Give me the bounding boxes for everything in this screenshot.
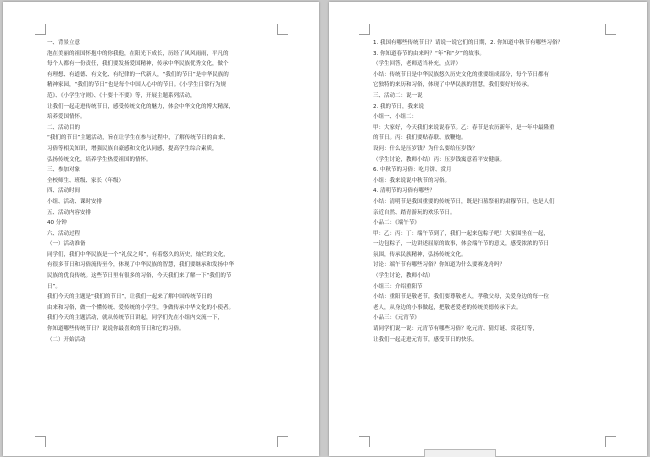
text-line: 小组：我来说说中秋节的习俗。 [373, 177, 451, 184]
text-line: 我们今天的主题是“我们的节日”，让我们一起来了解中国传统节日的 [47, 294, 213, 301]
text-line: 讨论：端午节有哪些习俗？你知道为什么要赛龙舟吗？ [373, 262, 506, 269]
text-line: 小品三：《元宵节》 [373, 315, 420, 322]
text-line: 小结：重阳节是敬老节，我们要尊敬老人，孝敬父母，关爱身边的每一位 [373, 294, 550, 301]
text-line: 培养爱国情怀。 [47, 114, 86, 121]
text-line: 六、活动过程 [47, 230, 81, 237]
text-line: 3. 你知道春节的由来吗？“年”和“夕”的故事。 [373, 50, 485, 57]
text-line: 一、背景立意 [47, 40, 81, 46]
text-line: 我们今天的主题活动，就从传统节日讲起，同学们先在小组内交流一下， [47, 315, 224, 322]
text-line: 甲：乙：丙：丁：端午节到了，我们一起来包粽子吧！大家围坐在一起， [373, 230, 550, 237]
crop-mark-top-right [277, 24, 288, 35]
text-line: 精神家园，“我们的节日”也是每个中国人心中的节日。《小学生日常行为规 [47, 82, 226, 89]
text-line: “我们的节日”主题活动，旨在让学生在参与过程中，了解传统节日的由来、 [47, 135, 229, 142]
text-line: （学生回答，老师适当补充，点评） [373, 61, 462, 68]
text-line: 的节日。丙：我们要贴春联、放鞭炮。 [373, 135, 467, 142]
text-line: 老人，从身边的小事做起，把敬老爱老的传统美德传承下去。 [373, 304, 522, 311]
text-line: 4. 清明节的习俗有哪些？ [373, 188, 435, 195]
crop-mark-top-left [359, 24, 370, 35]
text-line: 小结：传统节日是中华民族悠久历史文化的重要组成部分，每个节日都有 [373, 71, 550, 78]
text-line: 有理想、有道德、有文化、有纪律的一代新人，“我们的节日”是中华民族的 [47, 71, 229, 78]
text-line: 弘扬传统文化，培养学生热爱祖国的情怀。 [47, 156, 152, 163]
text-line: 甲：大家好，今天我们来说说春节。乙：春节是农历新年，是一年中最隆重 [373, 124, 555, 131]
text-line: 1. 我国有哪些传统节日？请说一说它们的日期，2. 你知道中秋节有哪些习俗？ [373, 40, 563, 46]
text-line: 让我们一起走进传统节日，感受传统文化的魅力，体会中华文化的博大精深， [47, 103, 235, 110]
text-line: 氛围，传承民族精神，弘扬传统文化。 [373, 251, 467, 258]
text-line: 习俗等相关知识，增强民族自豪感和文化认同感，提高学生综合素质， [47, 145, 218, 152]
document-page-right [329, 2, 647, 456]
text-line: 三、参加对象 [47, 167, 81, 174]
text-line: 小结：清明节是我国重要的传统节日，既是扫墓祭祖的肃穆节日，也是人们 [373, 198, 555, 205]
page-body-right [373, 38, 605, 345]
text-line: 请同学们说一说：元宵节有哪些习俗？吃元宵、猜灯谜、赏花灯等， [373, 326, 539, 333]
text-line: 小品二：《端午节》 [373, 220, 420, 227]
crop-mark-bottom-right [277, 436, 288, 447]
text-line: 五、活动内容安排 [47, 209, 92, 216]
text-line: 同学们，我们中华民族是一个“礼仪之邦”，有着悠久的历史，灿烂的文化， [47, 251, 229, 258]
text-line: 二、活动目的 [47, 124, 81, 131]
text-line: 亲近自然、踏青游玩的欢乐节日。 [373, 209, 456, 216]
crop-mark-bottom-left [359, 436, 370, 447]
text-line: 民族的优良传统。这些节日里有很多的习俗，今天我们来了解一下“我们的节 [47, 273, 232, 280]
text-line: 设问：什么是压岁钱？为什么要给压岁钱？ [373, 145, 478, 152]
crop-mark-top-right [605, 24, 616, 35]
text-line: （一）活动准备 [47, 241, 86, 248]
page-body-left [47, 38, 277, 345]
text-line: 40 分钟 [47, 220, 67, 227]
text-line: 小组一、小组二： [373, 114, 418, 121]
document-page-left [3, 2, 319, 456]
text-line: 三、活动二：说一说 [373, 92, 423, 99]
text-line: 一边包粽子，一边讲述屈原的故事，体会端午节的意义，感受浓浓的节日 [373, 241, 550, 248]
text-line: 泡在美丽的祖国怀抱中的你我他，在阳光下成长，历经了风风雨雨，平凡的 [47, 50, 229, 57]
text-line: 由来和习俗，做一个懂传统、爱传统的小学生，争做传承中华文化的小使者。 [47, 304, 235, 311]
text-line: （学生讨论，教师小结）丙：压岁钱寓意着平安健康。 [373, 156, 506, 163]
text-line: 6. 中秋节的习俗：吃月饼、赏月 [373, 167, 452, 174]
text-line: 范》、《小学生守则》、《十要十不要》等，开展主题系列活动， [47, 92, 196, 99]
text-line: （二）开始活动 [47, 336, 86, 343]
text-line: 全校师生、班级、家长（年级） [47, 177, 125, 184]
crop-mark-bottom-left [35, 436, 46, 447]
crop-mark-top-left [35, 24, 46, 35]
crop-mark-bottom-right [605, 436, 616, 447]
text-line: 让我们一起走进元宵节，感受节日的快乐。 [373, 336, 478, 343]
text-line: 有很多节日和习俗流传至今，体现了中华民族的智慧，我们要继承和发扬中华 [47, 262, 235, 269]
text-line: 它独特的来历和习俗，体现了中华民族的智慧，我们要好好传承。 [373, 82, 533, 89]
text-line: 日”。 [47, 283, 61, 290]
page-gap [319, 0, 329, 456]
text-line: 小组、活动、课时安排 [47, 198, 103, 205]
text-line: 你知道哪些传统节日？说说你最喜欢的节日和它的习俗。 [47, 326, 185, 333]
text-line: 小组三：介绍重阳节 [373, 283, 423, 290]
text-line: 2. 我的节日，我来说 [373, 103, 424, 110]
text-line: 每个人都有一份责任，我们要发扬爱国精神，传承中华民族优秀文化，做个 [47, 61, 229, 68]
text-line: （学生讨论，教师小结） [373, 273, 434, 280]
text-line: 四、活动时间 [47, 188, 81, 195]
